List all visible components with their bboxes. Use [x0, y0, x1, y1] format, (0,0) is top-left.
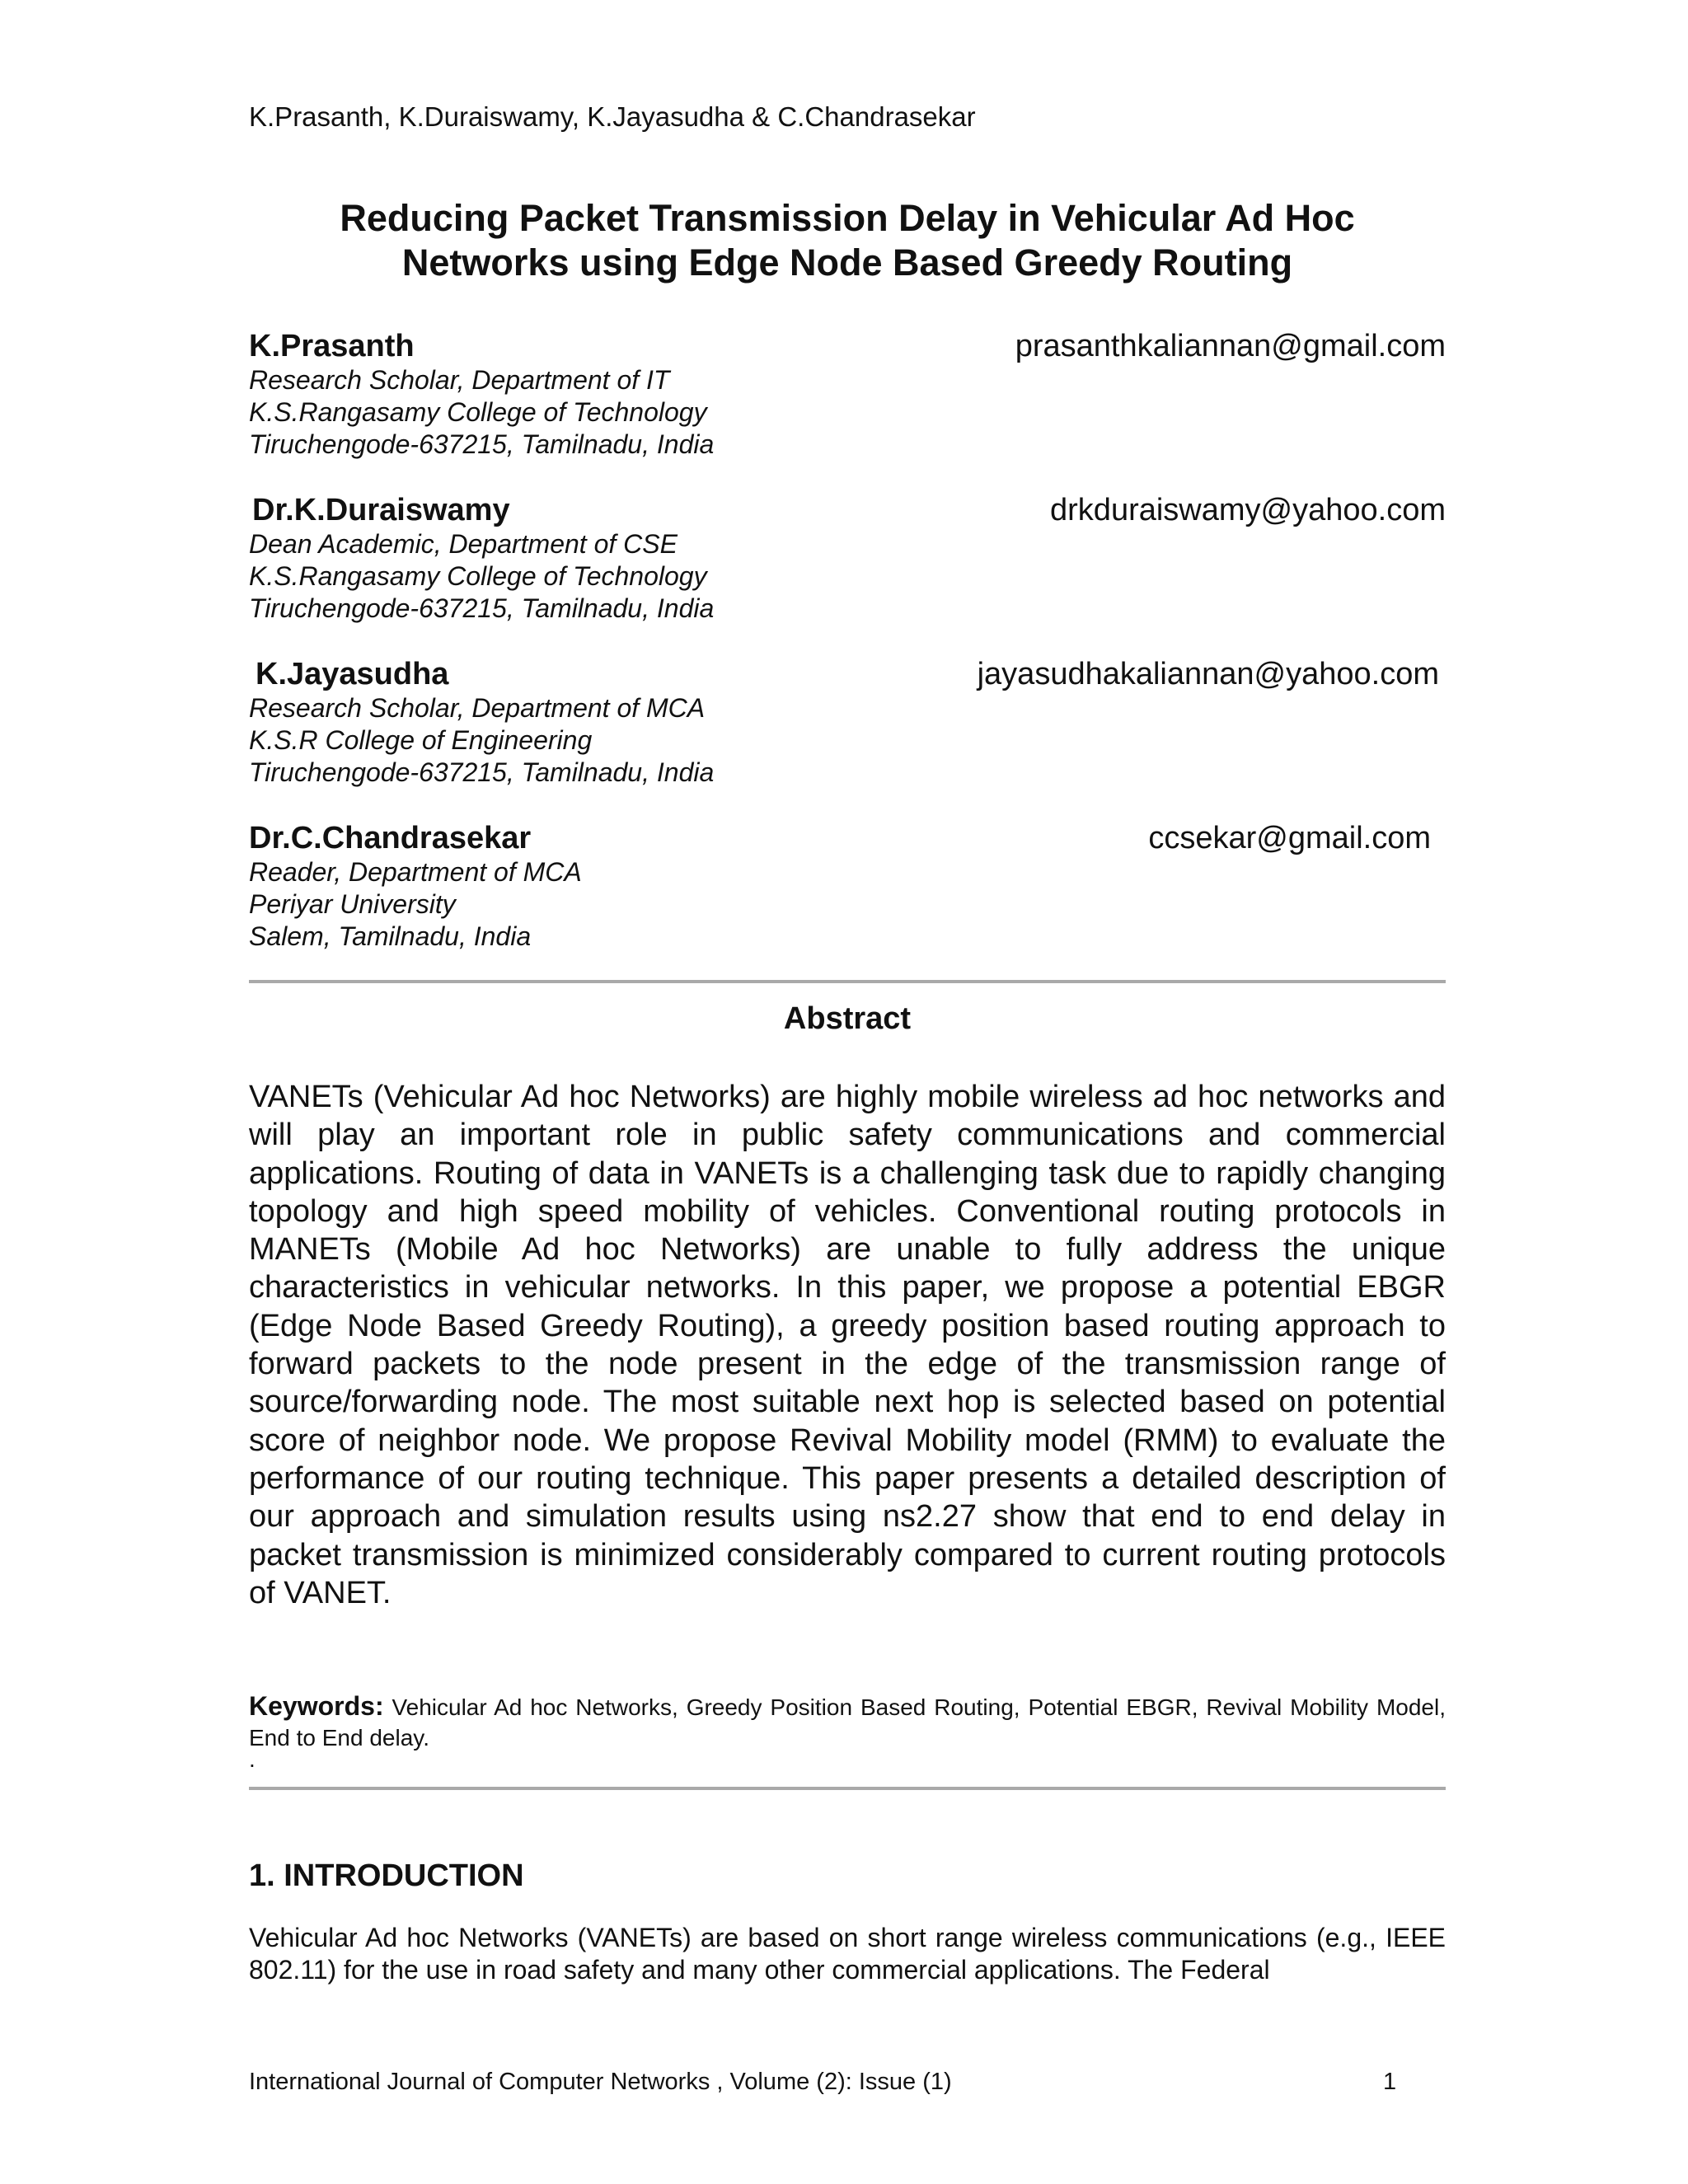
keywords-paragraph: [249, 1691, 1446, 1753]
author-affiliation-line: Research Scholar, Department of IT: [249, 365, 670, 395]
author-affiliation-line: Research Scholar, Department of MCA: [249, 693, 706, 723]
author-affiliation-line: Salem, Tamilnadu, India: [249, 921, 532, 951]
running-head: K.Prasanth, K.Duraiswamy, K.Jayasudha & C.Chandrasekar: [249, 101, 976, 132]
introduction-body: Vehicular Ad hoc Networks (VANETs) are based on short range wireless communications (e.g., IEEE 802.11) for the use in road safety and many other commercial applications. The Federal: [249, 1923, 1446, 1985]
paper-title: [249, 196, 1446, 285]
author-affiliation-line: Tiruchengode-637215, Tamilnadu, India: [249, 429, 715, 459]
divider-rule: [249, 1787, 1446, 1790]
title-line-2: Networks using Edge Node Based Greedy Routing: [401, 241, 1293, 284]
author-email[interactable]: prasanthkaliannan@gmail.com: [1015, 329, 1446, 363]
author-name: K.Prasanth: [249, 329, 415, 363]
author-name: Dr.C.Chandrasekar: [249, 821, 532, 855]
keywords-text: Vehicular Ad hoc Networks, Greedy Position Based Routing, Potential EBGR, Revival Mobility Model, End to End delay.: [249, 1694, 1446, 1750]
author-affiliation-line: K.S.R College of Engineering: [249, 725, 593, 755]
author-name: Dr.K.Duraiswamy: [252, 493, 510, 527]
author-email[interactable]: drkduraiswamy@yahoo.com: [1050, 493, 1446, 527]
author-block: [249, 820, 1446, 953]
author-block: [249, 656, 1446, 789]
author-email[interactable]: jayasudhakaliannan@yahoo.com: [977, 657, 1439, 691]
divider-rule: [249, 980, 1446, 983]
author-affiliation-line: Tiruchengode-637215, Tamilnadu, India: [249, 593, 715, 623]
abstract-body: VANETs (Vehicular Ad hoc Networks) are highly mobile wireless ad hoc networks and will play an important role in public safety communications and commercial applications. Routing of data in VANETs is a challenging task due to rapidly changing topology and high speed mobility of vehicles. Conventional routing protocols in MANETs (Mobile Ad hoc Networks) are unable to fully address the unique characteristics in vehicular networks. In this paper, we propose a potential EBGR (Edge Node Based Greedy Routing), a greedy position based routing approach to forward packets to the node present in the edge of the transmission range of source/forwarding node. The most suitable next hop is selected based on potential score of neighbor node. We propose Revival Mobility model (RMM) to evaluate the performance of our routing technique. This paper presents a detailed description of our approach and simulation results using ns2.27 show that end to end delay in packet transmission is minimized considerably compared to current routing protocols of VANET.: [249, 1080, 1446, 1610]
author-affiliation-line: K.S.Rangasamy College of Technology: [249, 397, 707, 427]
author-affiliation-line: Reader, Department of MCA: [249, 857, 582, 887]
author-email[interactable]: ccsekar@gmail.com: [1148, 821, 1431, 855]
author-name: K.Jayasudha: [256, 657, 449, 691]
abstract-heading: Abstract: [783, 1001, 912, 1036]
footer-journal: International Journal of Computer Networks , Volume (2): Issue (1): [249, 2069, 952, 2095]
author-block: [249, 492, 1446, 625]
keywords-trailing-mark: .: [249, 1746, 256, 1772]
keywords-label: Keywords:: [249, 1691, 384, 1721]
author-affiliation-line: K.S.Rangasamy College of Technology: [249, 561, 707, 591]
title-line-1: Reducing Packet Transmission Delay in Vehicular Ad Hoc: [340, 197, 1355, 239]
footer-page-number: 1: [1383, 2069, 1397, 2095]
section-heading-introduction: 1. INTRODUCTION: [249, 1858, 524, 1893]
author-affiliation-line: Tiruchengode-637215, Tamilnadu, India: [249, 757, 715, 787]
author-affiliation-line: Dean Academic, Department of CSE: [249, 529, 678, 559]
author-block: [249, 328, 1446, 461]
paper-page: [249, 0, 1446, 2184]
author-affiliation-line: Periyar University: [249, 889, 456, 919]
